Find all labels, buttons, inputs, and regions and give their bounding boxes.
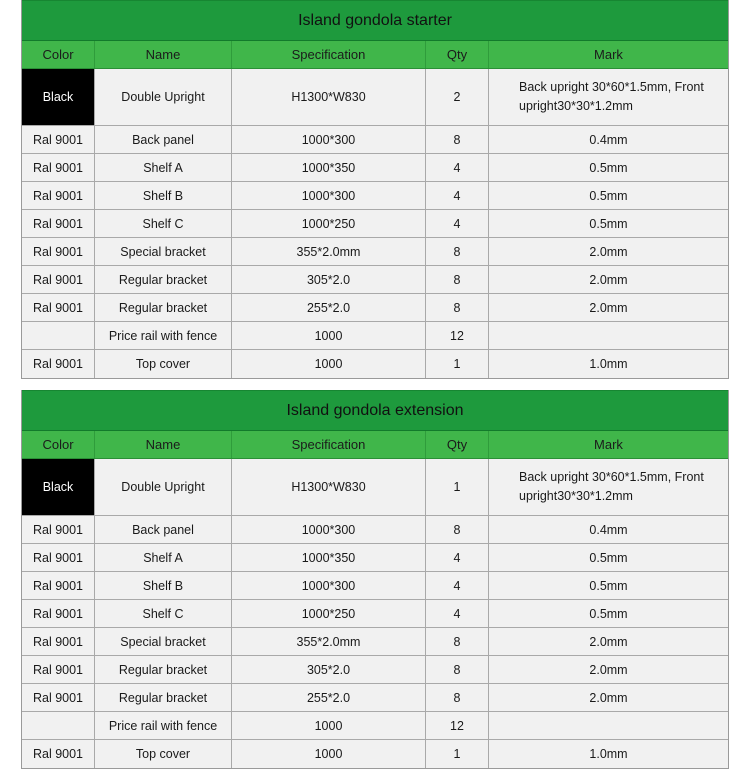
cell-qty: 2 — [426, 69, 489, 125]
cell-mark — [489, 322, 728, 349]
cell-name: Back panel — [95, 516, 232, 543]
cell-mark: 2.0mm — [589, 662, 628, 677]
cell-color — [22, 712, 95, 739]
cell-name: Shelf A — [95, 544, 232, 571]
cell-color: Ral 9001 — [22, 628, 95, 655]
cell-specification: 1000*300 — [232, 572, 426, 599]
cell-mark: 1.0mm — [589, 747, 628, 761]
cell-mark: 2.0mm — [589, 690, 628, 705]
table-row — [22, 516, 728, 544]
cell-qty: 8 — [426, 126, 489, 153]
cell-qty: 8 — [426, 238, 489, 265]
cell-color: Ral 9001 — [22, 210, 95, 237]
table-row — [22, 154, 728, 182]
cell-mark: 0.4mm — [589, 522, 628, 537]
table-extension — [21, 390, 729, 769]
cell-qty: 8 — [426, 266, 489, 293]
cell-color: Ral 9001 — [22, 600, 95, 627]
cell-specification: H1300*W830 — [232, 69, 426, 125]
cell-color: Black — [22, 69, 95, 125]
cell-mark: 0.5mm — [589, 216, 628, 231]
header-name: Name — [95, 41, 232, 68]
table-row — [22, 656, 728, 684]
header-specification: Specification — [232, 41, 426, 68]
cell-qty: 8 — [426, 516, 489, 543]
cell-qty: 4 — [426, 600, 489, 627]
table-starter — [21, 0, 729, 379]
table-row — [22, 600, 728, 628]
table-row — [22, 740, 728, 768]
header-mark: Mark — [594, 47, 623, 62]
cell-color: Ral 9001 — [22, 154, 95, 181]
cell-color: Ral 9001 — [22, 238, 95, 265]
cell-name: Top cover — [95, 740, 232, 768]
cell-name: Back panel — [95, 126, 232, 153]
cell-color: Ral 9001 — [22, 740, 95, 768]
cell-specification: H1300*W830 — [232, 459, 426, 515]
cell-mark: Back upright 30*60*1.5mm, Front upright30*30*1.2mm — [519, 80, 704, 113]
cell-color: Ral 9001 — [22, 266, 95, 293]
cell-mark: 0.5mm — [589, 188, 628, 203]
cell-mark: 0.5mm — [589, 606, 628, 621]
cell-mark: 0.4mm — [589, 132, 628, 147]
table-row — [22, 459, 728, 516]
cell-name: Price rail with fence — [95, 712, 232, 739]
header-mark: Mark — [594, 437, 623, 452]
cell-mark: 1.0mm — [589, 357, 628, 371]
cell-color: Black — [22, 459, 95, 515]
table-row — [22, 712, 728, 740]
cell-specification: 305*2.0 — [232, 656, 426, 683]
cell-color: Ral 9001 — [22, 516, 95, 543]
cell-specification: 1000*350 — [232, 544, 426, 571]
table-row — [22, 350, 728, 378]
cell-name: Shelf A — [95, 154, 232, 181]
cell-qty: 12 — [426, 322, 489, 349]
cell-mark — [489, 712, 728, 739]
table-row — [22, 572, 728, 600]
cell-qty: 12 — [426, 712, 489, 739]
cell-mark: 2.0mm — [589, 300, 628, 315]
cell-name: Regular bracket — [95, 294, 232, 321]
cell-specification: 1000*250 — [232, 210, 426, 237]
cell-specification: 1000 — [232, 712, 426, 739]
table-row — [22, 182, 728, 210]
table-row — [22, 210, 728, 238]
table-row — [22, 322, 728, 350]
cell-qty: 8 — [426, 656, 489, 683]
cell-qty: 4 — [426, 572, 489, 599]
table-row — [22, 294, 728, 322]
table-row — [22, 238, 728, 266]
cell-color: Ral 9001 — [22, 572, 95, 599]
cell-qty: 8 — [426, 628, 489, 655]
cell-specification: 1000*300 — [232, 182, 426, 209]
cell-name: Price rail with fence — [95, 322, 232, 349]
cell-qty: 1 — [426, 350, 489, 378]
cell-name: Regular bracket — [95, 684, 232, 711]
table-body — [22, 69, 728, 378]
cell-name: Top cover — [95, 350, 232, 378]
cell-color: Ral 9001 — [22, 182, 95, 209]
table-row — [22, 126, 728, 154]
cell-specification: 255*2.0 — [232, 294, 426, 321]
header-color: Color — [22, 41, 95, 68]
table-row — [22, 69, 728, 126]
cell-color: Ral 9001 — [22, 294, 95, 321]
cell-name: Regular bracket — [95, 656, 232, 683]
cell-specification: 1000*300 — [232, 126, 426, 153]
cell-qty: 1 — [426, 459, 489, 515]
cell-mark: 2.0mm — [589, 244, 628, 259]
cell-name: Shelf C — [95, 210, 232, 237]
cell-mark: Back upright 30*60*1.5mm, Front upright30*30*1.2mm — [519, 470, 704, 503]
table-row — [22, 544, 728, 572]
cell-specification: 1000*250 — [232, 600, 426, 627]
cell-specification: 255*2.0 — [232, 684, 426, 711]
cell-name: Double Upright — [95, 459, 232, 515]
header-name: Name — [95, 431, 232, 458]
header-qty: Qty — [426, 431, 489, 458]
cell-name: Shelf C — [95, 600, 232, 627]
cell-name: Special bracket — [95, 238, 232, 265]
cell-color: Ral 9001 — [22, 350, 95, 378]
cell-qty: 4 — [426, 544, 489, 571]
cell-mark: 0.5mm — [589, 578, 628, 593]
cell-specification: 1000*350 — [232, 154, 426, 181]
table-row — [22, 684, 728, 712]
cell-qty: 1 — [426, 740, 489, 768]
cell-qty: 8 — [426, 684, 489, 711]
table-row — [22, 628, 728, 656]
header-color: Color — [22, 431, 95, 458]
cell-name: Regular bracket — [95, 266, 232, 293]
cell-name: Shelf B — [95, 572, 232, 599]
header-row — [22, 431, 728, 459]
cell-name: Shelf B — [95, 182, 232, 209]
cell-mark: 0.5mm — [589, 160, 628, 175]
cell-specification: 1000 — [232, 350, 426, 378]
cell-specification: 355*2.0mm — [232, 238, 426, 265]
cell-qty: 8 — [426, 294, 489, 321]
cell-mark: 2.0mm — [589, 634, 628, 649]
table-title: Island gondola starter — [22, 0, 728, 41]
cell-specification: 355*2.0mm — [232, 628, 426, 655]
cell-name: Special bracket — [95, 628, 232, 655]
cell-mark: 2.0mm — [589, 272, 628, 287]
table-row — [22, 266, 728, 294]
cell-color: Ral 9001 — [22, 126, 95, 153]
cell-color — [22, 322, 95, 349]
cell-name: Double Upright — [95, 69, 232, 125]
table-body — [22, 459, 728, 768]
cell-specification: 1000 — [232, 740, 426, 768]
cell-color: Ral 9001 — [22, 656, 95, 683]
cell-specification: 1000*300 — [232, 516, 426, 543]
cell-specification: 305*2.0 — [232, 266, 426, 293]
table-title: Island gondola extension — [22, 390, 728, 431]
cell-mark: 0.5mm — [589, 550, 628, 565]
cell-qty: 4 — [426, 210, 489, 237]
cell-qty: 4 — [426, 154, 489, 181]
header-row — [22, 41, 728, 69]
header-qty: Qty — [426, 41, 489, 68]
cell-specification: 1000 — [232, 322, 426, 349]
cell-qty: 4 — [426, 182, 489, 209]
cell-color: Ral 9001 — [22, 684, 95, 711]
header-specification: Specification — [232, 431, 426, 458]
cell-color: Ral 9001 — [22, 544, 95, 571]
